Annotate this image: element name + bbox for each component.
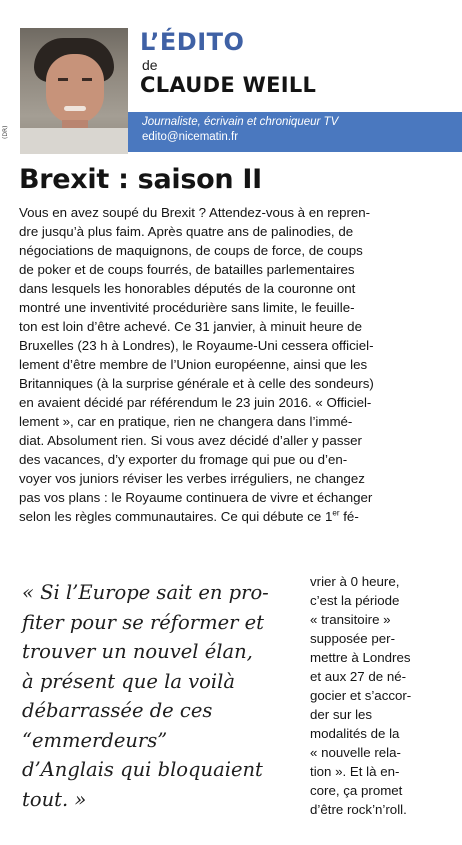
- body-line: lement », car en pratique, rien ne changera dans l’immé-: [19, 414, 353, 429]
- body-line: mettre à Londres: [310, 650, 411, 665]
- body-line: ton est loin d’être achevé. Ce 31 janvier, à minuit heure de: [19, 319, 362, 334]
- article-body: [19, 203, 447, 526]
- author-prefix: de: [142, 57, 158, 73]
- quote-line: fiter pour se réformer et: [22, 610, 265, 634]
- article-headline: Brexit : saison II: [19, 164, 262, 195]
- quote-line: tout. »: [22, 787, 87, 811]
- body-line: pas vos plans : le Royaume continuera de vivre et échanger: [19, 490, 373, 505]
- body-line: Bruxelles (23 h à Londres), le Royaume-Uni cessera officiel-: [19, 338, 374, 353]
- quote-line: à présent que la voilà: [22, 669, 236, 693]
- body-line: et aux 27 de né-: [310, 669, 407, 684]
- author-bio: Journaliste, écrivain et chroniqueur TV: [142, 116, 339, 128]
- body-line: modalités de la: [310, 726, 400, 741]
- body-line: core, ça promet: [310, 783, 403, 798]
- body-line: d’être rock’n’roll.: [310, 802, 407, 817]
- body-line: Britanniques (à la surprise générale et à celle des sondeurs): [19, 376, 374, 391]
- body-line: Vous en avez soupé du Brexit ? Attendez-vous à en repren-: [19, 205, 371, 220]
- body-line: c’est la période: [310, 593, 400, 608]
- body-line-last: [19, 507, 447, 526]
- body-line: dre jusqu’à plus faim. Après quatre ans de palinodies, de: [19, 224, 354, 239]
- quote-line: “emmerdeurs”: [22, 728, 168, 752]
- body-line: vrier à 0 heure,: [310, 574, 400, 589]
- author-photo: [20, 28, 128, 154]
- body-line: tion ». Et là en-: [310, 764, 400, 779]
- body-line: négociations de maquignons, de coups de force, de coups: [19, 243, 363, 258]
- body-line: lement d’être membre de l’Union européenne, ainsi que les: [19, 357, 368, 372]
- body-line: diat. Absolument rien. Si vous avez décidé d’aller y passer: [19, 433, 362, 448]
- quote-line: débarrassée de ces: [22, 699, 213, 722]
- photo-credit: (DR): [2, 125, 9, 139]
- body-line: « nouvelle rela-: [310, 745, 401, 760]
- body-line-text: selon les règles communautaires. Ce qui débute ce 1: [19, 509, 333, 524]
- body-line: des vacances, d’y exporter du fromage qui pue ou d’en-: [19, 452, 348, 467]
- author-email[interactable]: edito@nicematin.fr: [142, 131, 239, 143]
- pull-quote: [22, 578, 312, 814]
- body-line: dans lesquels les honorables députés de la couronne ont: [19, 281, 356, 296]
- author-name: CLAUDE WEILL: [140, 73, 317, 97]
- body-line: voyer vos juniors réviser les verbes irréguliers, ne changez: [19, 471, 365, 486]
- quote-line: trouver un nouvel élan,: [22, 640, 253, 663]
- body-line: « transitoire »: [310, 612, 391, 627]
- ordinal-superscript: er: [332, 508, 340, 518]
- body-line: gocier et s’accor-: [310, 688, 412, 703]
- body-line: montré une inventivité procédurière sans limite, le feuille-: [19, 300, 355, 315]
- quote-line: « Si l’Europe sait en pro-: [22, 581, 269, 604]
- body-line: de poker et de coups fourrés, de batailles parlementaires: [19, 262, 355, 277]
- body-line: supposée per-: [310, 631, 396, 646]
- quote-line: d’Anglais qui bloquaient: [22, 758, 263, 781]
- body-line-text: fé-: [339, 509, 359, 524]
- body-line: der sur les: [310, 707, 373, 722]
- article-body-continued: [310, 572, 458, 819]
- body-line: en avaient décidé par référendum le 23 juin 2016. « Officiel-: [19, 395, 372, 410]
- section-title: L’ÉDITO: [140, 28, 245, 56]
